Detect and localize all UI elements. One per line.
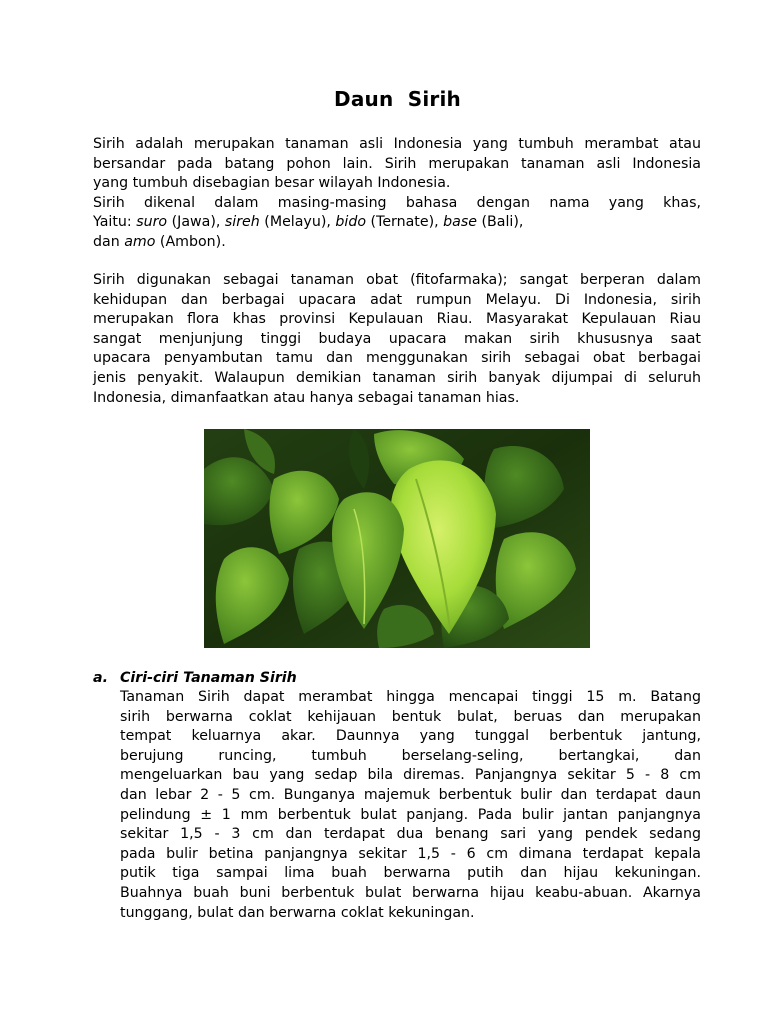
text-line: berujung runcing, tumbuh berselang-seling, bertangkai, dan [120, 747, 701, 764]
text-run: Yaitu: [93, 214, 137, 231]
text-line: mengeluarkan bau yang sedap bila diremas. Panjangnya sekitar 5 - 8 cm [120, 767, 701, 784]
local-names-line [93, 213, 701, 233]
text-line: sangat menjunjung tinggi budaya upacara makan sirih khususnya saat [93, 330, 701, 347]
page-title: Daun Sirih [334, 87, 461, 111]
text-line: pelindung ± 1 mm berbentuk bulat panjang. Pada bulir jantan panjangnya [120, 806, 701, 823]
text-line: bersandar pada batang pohon lain. Sirih merupakan tanaman asli Indonesia [93, 155, 701, 172]
text-run: (Melayu), [259, 214, 336, 231]
usage-paragraph [93, 271, 701, 408]
text-line: pada bulir betina panjangnya sekitar 1,5 - 6 cm dimana terdapat kepala [120, 845, 701, 862]
local-name: bido [335, 214, 367, 231]
text-run: (Bali), [477, 214, 524, 231]
text-line: Sirih dikenal dalam masing-masing bahasa dengan nama yang khas, [93, 194, 701, 211]
section-a-title: Ciri-ciri Tanaman Sirih [120, 670, 297, 686]
text-line: yang tumbuh disebagian besar wilayah Indonesia. [93, 175, 451, 192]
local-name: sireh [224, 214, 260, 231]
text-line: Sirih digunakan sebagai tanaman obat (fitofarmaka); sangat berperan dalam [93, 272, 701, 288]
text-line: upacara penyambutan tamu dan menggunakan sirih sebagai obat berbagai [93, 350, 701, 367]
text-line: sirih berwarna coklat kehijauan bentuk bulat, beruas dan merupakan [120, 708, 701, 725]
text-line: jenis penyakit. Walaupun demikian tanaman sirih banyak dijumpai di seluruh [93, 369, 701, 386]
local-name: amo [124, 233, 156, 250]
local-name: suro [136, 214, 168, 231]
text-line: tempat keluarnya akar. Daunnya yang tunggal berbentuk jantung, [120, 728, 701, 745]
text-run: (Ternate), [366, 214, 444, 231]
text-line: sekitar 1,5 - 3 cm dan terdapat dua benang sari yang pendek sedang [120, 826, 701, 843]
betel-leaf-photo [204, 429, 590, 648]
text-run: (Jawa), [167, 214, 225, 231]
text-line: merupakan flora khas provinsi Kepulauan Riau. Masyarakat Kepulauan Riau [93, 311, 701, 328]
text-line: kehidupan dan berbagai upacara adat rumpun Melayu. Di Indonesia, sirih [93, 291, 701, 308]
text-line: Tanaman Sirih dapat merambat hingga mencapai tinggi 15 m. Batang [120, 689, 701, 705]
intro-paragraph [93, 135, 701, 253]
local-names-line [93, 233, 701, 253]
section-a-heading [93, 669, 297, 689]
text-line: dan lebar 2 - 5 cm. Bunganya majemuk berbentuk bulir dan terdapat daun [120, 786, 701, 803]
text-run: dan [93, 233, 125, 250]
text-line: tunggang, bulat dan berwarna coklat kekuningan. [120, 904, 475, 921]
text-line: putik tiga sampai lima buah berwarna putih dan hijau kekuningan. [120, 865, 701, 882]
list-marker: a. [93, 670, 108, 686]
text-line: Buahnya buah buni berbentuk bulat berwarna hijau keabu-abuan. Akarnya [120, 884, 701, 901]
local-name: base [443, 214, 477, 231]
section-a-body [120, 688, 701, 923]
text-line: Sirih adalah merupakan tanaman asli Indonesia yang tumbuh merambat atau [93, 136, 701, 152]
text-run: (Ambon). [155, 233, 226, 250]
text-line: Indonesia, dimanfaatkan atau hanya sebagai tanaman hias. [93, 389, 520, 406]
